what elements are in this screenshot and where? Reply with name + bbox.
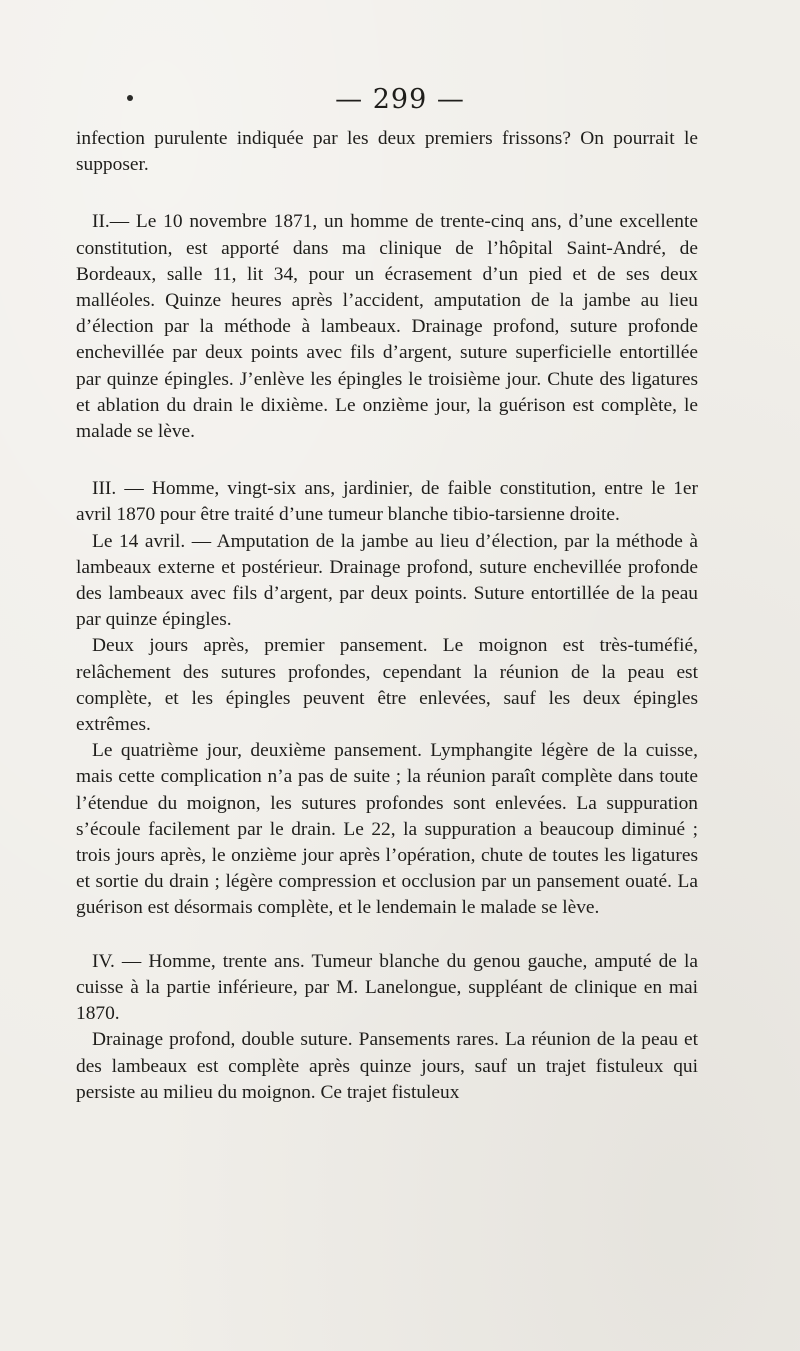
paragraph-continuation: infection purulente indiquée par les deux premiers frissons? On pourrait le supposer. [76,128,698,176]
case-iii-operation-paragraph: Le 14 avril. — Amputation de la jambe au lieu d’élection, par la méthode à lambeaux externe et postérieur. Drainage profond, suture enchevillée profonde des lambeaux avec fils d’argent, par deux points. Suture entortillée de la peau par quinze épingles. [76,530,698,631]
case-iii-first-dressing-paragraph: Deux jours après, premier pansement. Le moignon est très-tuméfié, relâchement des sutures profondes, cependant la réunion de la peau est complète, et les épingles peuvent être enlevées, sauf les deux épingles extrêmes. [76,635,698,736]
case-iv-paragraph: IV. — Homme, trente ans. Tumeur blanche du genou gauche, amputé de la cuisse à la partie inférieure, par M. Lanelongue, suppléant de clinique en mai 1870. [76,950,698,1025]
page-header [0,84,800,120]
page-number: — 299 — [335,84,465,115]
case-iv-drainage-paragraph: Drainage profond, double suture. Pansements rares. La réunion de la peau et des lambeaux est complète après quinze jours, sauf un trajet fistuleux qui persiste au milieu du moignon. Ce trajet fistuleux [76,1029,698,1103]
case-ii-paragraph: II.— Le 10 novembre 1871, un homme de trente-cinq ans, d’une excellente constitution, est apporté dans ma clinique de l’hôpital Saint-André, de Bordeaux, salle 11, lit 34, pour un écrasement d’un pied et de ses deux malléoles. Quinze heures après l’accident, amputation de la jambe au lieu d’élection par la méthode à lambeaux. Drainage profond, suture profonde enchevillée par deux points avec fils d’argent, suture superficielle entortillée par quinze épingles. J’enlève les épingles le troisième jour. Chute des ligatures et ablation du drain le dixième. Le onzième jour, la guérison est complète, le malade se lève. [76,211,698,443]
case-iii-second-dressing-paragraph: Le quatrième jour, deuxième pansement. Lymphangite légère de la cuisse, mais cette complication n’a pas de suite ; la réunion paraît complète dans toute l’étendue du moignon, les sutures profondes sont enlevées. La suppuration s’écoule facilement par le drain. Le 22, la suppuration a beaucoup diminué ; trois jours après, le onzième jour après l’opération, chute de toutes les ligatures et sortie du drain ; légère compression et occlusion par un pansement ouaté. La guérison est désormais complète, et le lendemain le malade se lève. [76,740,698,919]
case-iii-paragraph: III. — Homme, vingt-six ans, jardinier, de faible constitution, entre le 1er avril 1870 pour être traité d’une tumeur blanche tibio-tarsienne droite. [76,478,698,526]
body-text [76,126,698,1106]
